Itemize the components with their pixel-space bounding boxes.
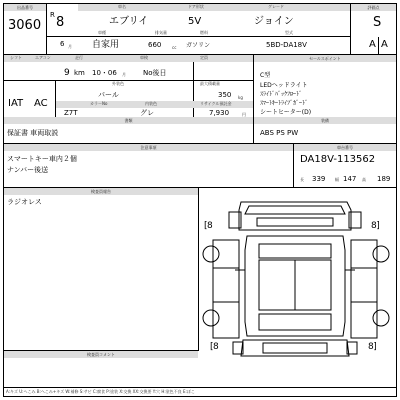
car-left-side [351,240,389,338]
report-line: ラジオレス [7,198,42,206]
damage-legend: A:キズ U:へこみ B:へこみ+キズ W:補修 S:サビ C:腐食 P:塗装 X:交換 XX:交換要 Y:穴 H:塗色不良 E:ぼこ [6,389,195,394]
vehicle-name: エブリイ [109,16,149,27]
tire-lf-bracket: 8] [371,221,380,231]
car-damage-diagram [199,190,396,362]
vehicle-fuel: ガソリン [186,42,211,49]
selling-prefix: C型 [260,72,271,79]
length-label: 長 [300,177,304,182]
mileage-value: 9 [64,68,70,78]
ac-caption: エアコン [35,55,51,60]
shift-value: IAT [8,98,24,109]
notes-caption: 注意事項 [4,144,293,151]
year-value: 8 [56,15,65,30]
car-front-view [229,202,361,230]
vehicle-grade: ジョイン [254,16,294,27]
lot-number: 3060 [8,18,42,33]
selling-item: ｽﾏｰﾄｷｰﾄﾗｲﾌﾞｶﾞｰﾄﾞ [260,100,309,107]
rating-caption: 評価点 [351,4,396,11]
car-rear-view [233,340,357,356]
notes-line: スマートキー車内２個 [7,155,77,163]
doors-caption: ドア形状 [188,4,204,9]
model-caption: 型式 [285,30,293,35]
ac-value: AC [34,98,48,109]
grade-caption: グレード [268,4,284,9]
inspection-month-unit: 月 [122,72,126,77]
era-label: R [50,11,55,19]
month-value: 6 [60,40,65,48]
width-label: 幅 [335,177,339,182]
chassis-number: DA18V-113562 [300,154,376,165]
shift-caption: シフト [10,55,22,60]
trim-value: グレ [140,109,154,117]
equipment-caption: 装備 [254,117,396,124]
selling-caption: セールスポイント [254,55,396,62]
color-caption: 外装色 [112,81,124,86]
color-no-caption: カラーNo [90,101,108,106]
selling-item: ｽﾗｲﾄﾞﾊﾞｯｸﾌﾛｰﾄﾞ [260,91,303,98]
inspection-date: 10・06 [92,69,117,77]
cc-caption: 排気量 [155,30,167,35]
selling-item: LEDヘッドライト [260,82,308,89]
cc-unit: cc [172,45,177,50]
report-caption: 検査員報告 [4,188,198,195]
docs-caption: 書類 [4,117,253,124]
capacity-caption: 定員 [200,55,208,60]
rating-exterior: A [381,39,388,50]
month-unit: 月 [68,44,72,49]
recycle-unit: 円 [242,112,246,117]
rating-score: S [373,15,382,30]
inspection-caption: 車検 [140,55,148,60]
color-value: パール [98,91,119,99]
inspection-note: No後日 [143,69,167,77]
length-value: 339 [312,175,326,183]
recycle-caption: リサイクル預託金 [200,101,232,106]
vehicle-cc: 660 [148,41,162,49]
load-caption: 最大積載量 [200,81,220,86]
selling-item: シートヒーター(D) [260,109,312,116]
chassis-caption: 車台番号 [294,144,396,151]
tire-rr-bracket: [8 [210,342,219,352]
load-unit: kg [238,95,243,100]
vehicle-usage: 自家用 [92,40,120,50]
vehicle-doors: 5V [188,16,202,27]
maker-caption: 車名 [118,4,126,9]
color-no-value: Z7T [64,109,78,117]
load-value: 350 [218,91,232,99]
recycle-value: 7,930 [209,109,230,117]
docs-text: 保証書 車両取説 [7,129,59,137]
trim-caption: 内装色 [145,101,157,106]
car-top-view [235,236,355,336]
footer-caption: 検査員コメント [4,351,198,358]
lot-caption: 出品番号 [4,4,46,11]
height-label: 高 [362,177,366,182]
vehicle-model: 5BD-DA18V [266,41,307,49]
mileage-unit: km [74,69,85,77]
height-value: 189 [377,175,391,183]
notes-line: ナンバー後送 [7,166,49,174]
usage-caption: 車種 [98,30,106,35]
width-value: 147 [343,175,357,183]
equipment-items: ABS PS PW [260,129,299,137]
tire-lr-bracket: 8] [368,342,377,352]
mileage-caption: 走行 [75,55,83,60]
rating-interior: A [369,39,376,50]
fuel-caption: 燃料 [200,30,208,35]
car-right-side [203,240,239,338]
tire-rf-bracket: [8 [204,221,213,231]
